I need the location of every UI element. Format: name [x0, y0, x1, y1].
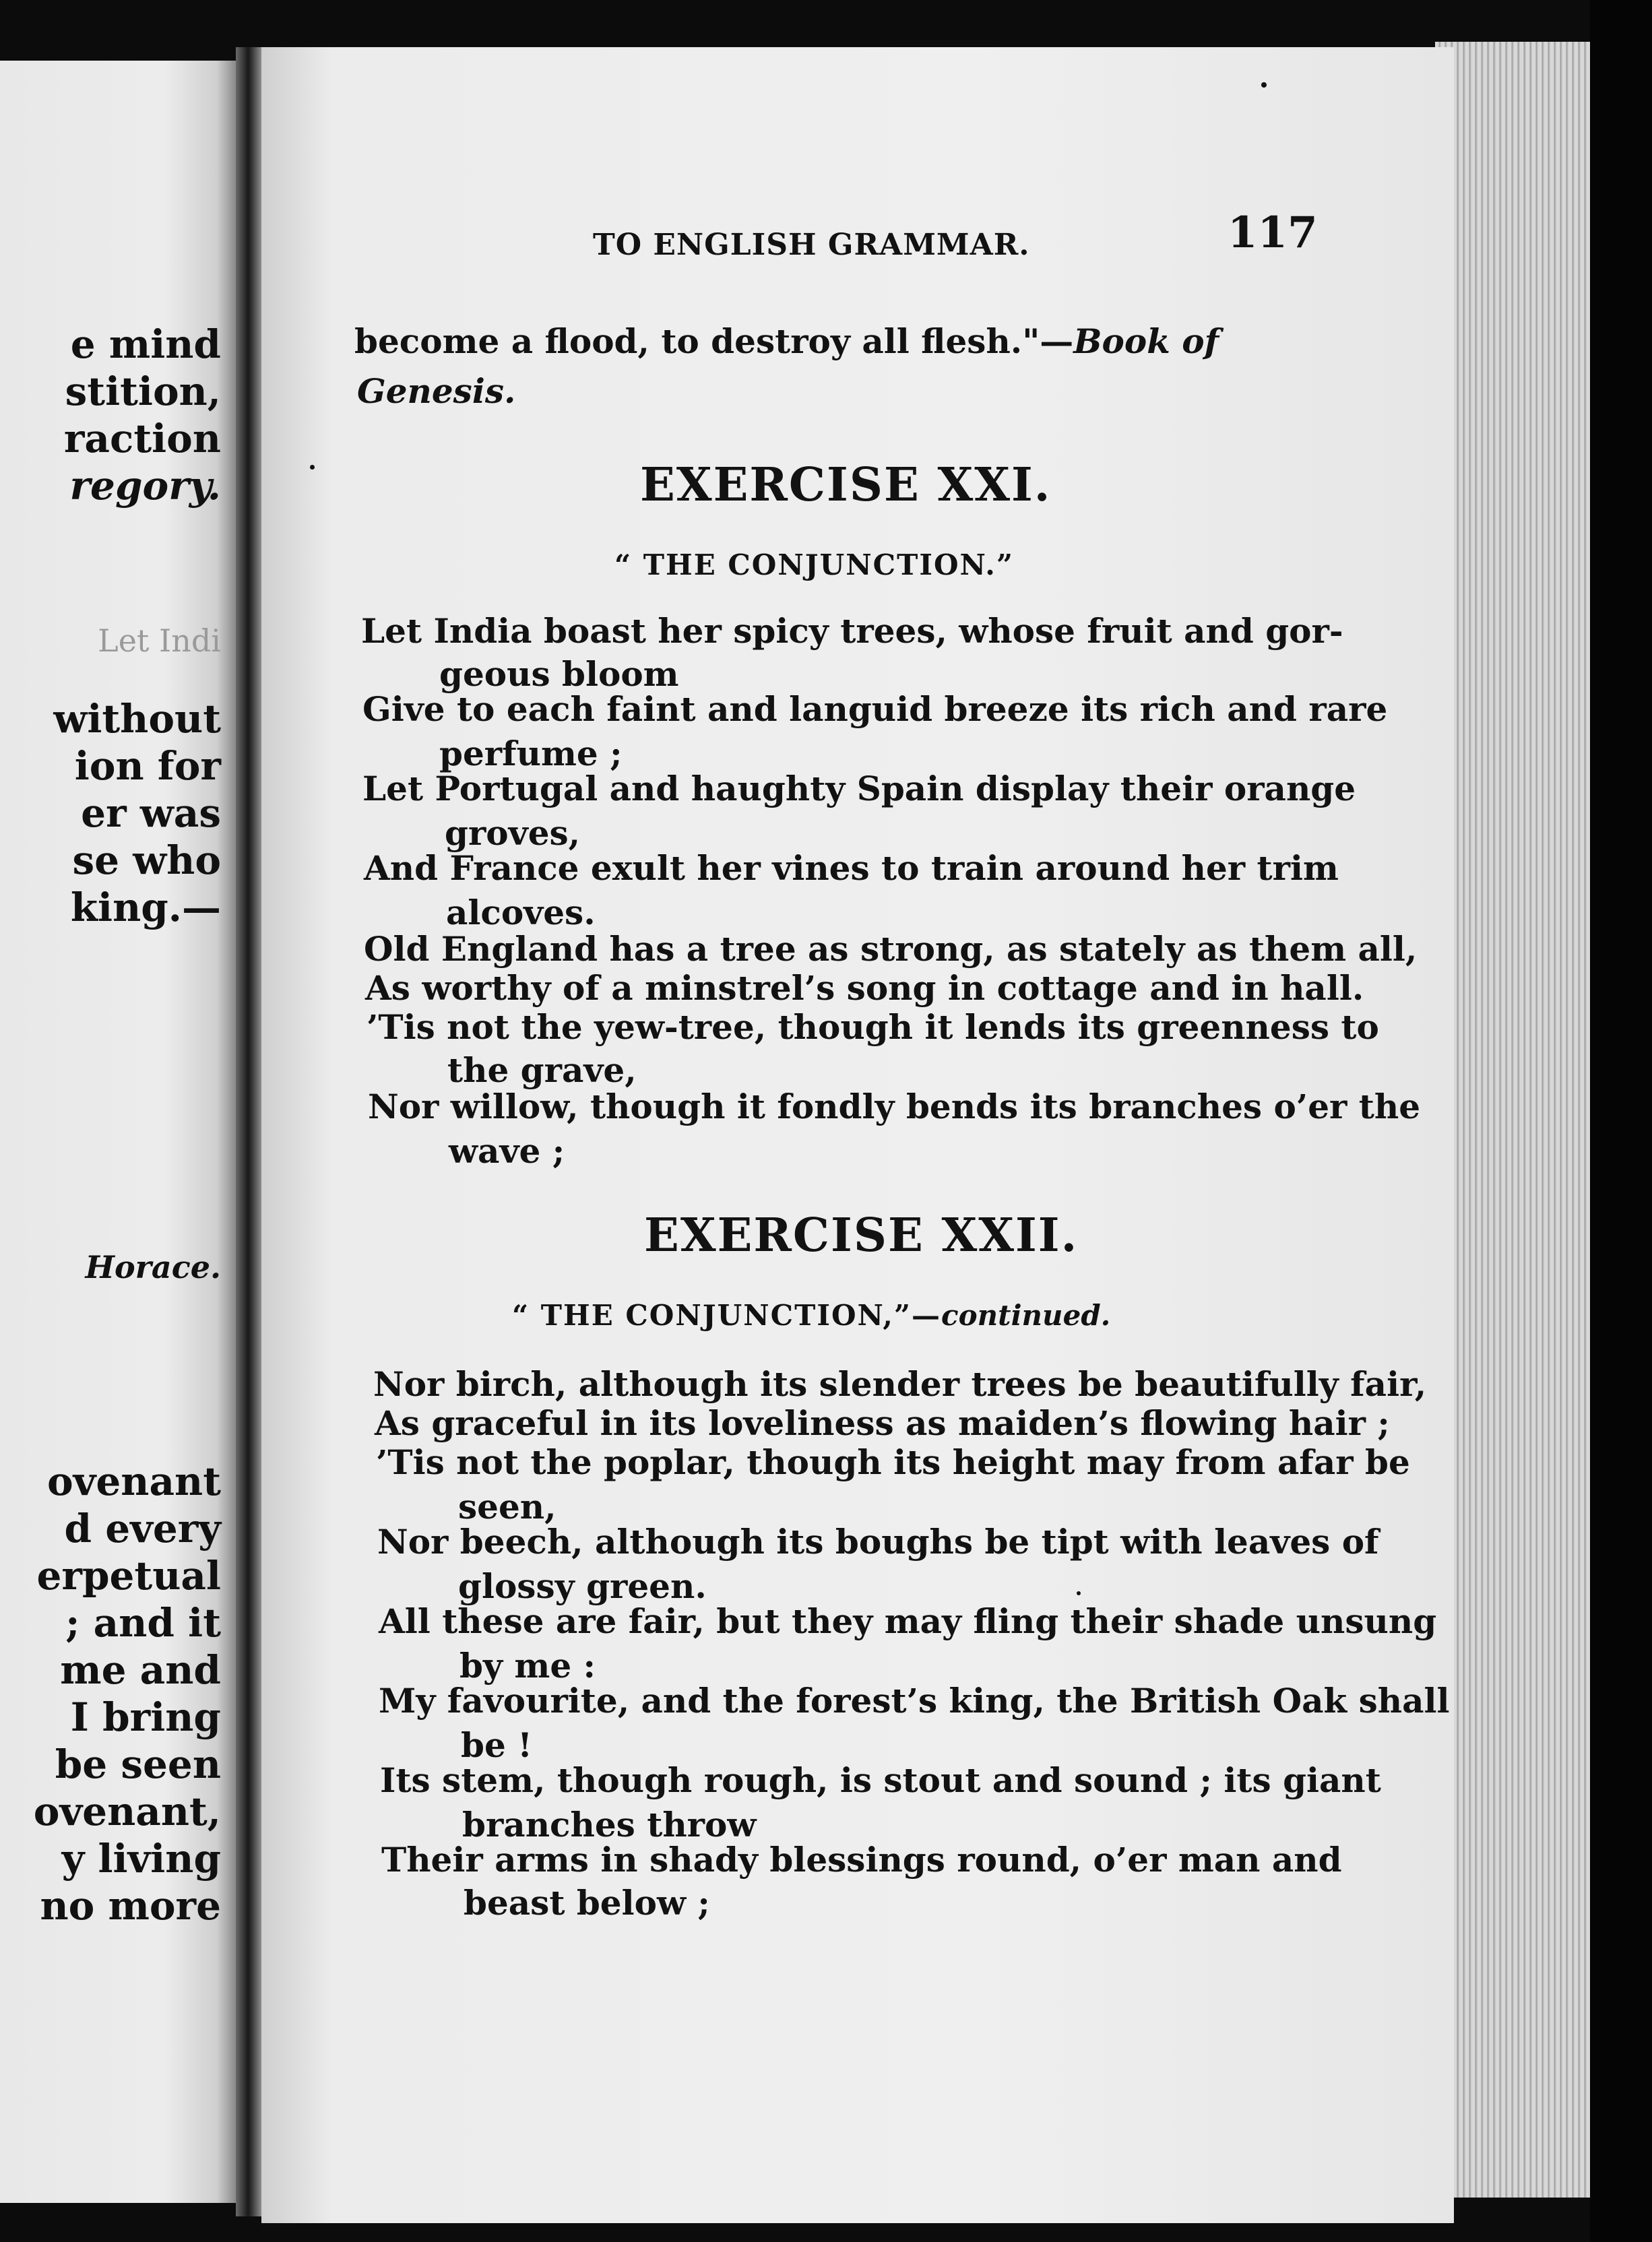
poem-line: perfume ; — [439, 734, 623, 773]
running-header: TO ENGLISH GRAMMAR. — [593, 228, 1030, 262]
left-fragment: no more — [40, 1883, 221, 1929]
poem-line: Nor beech, although its boughs be tipt with leaves of — [377, 1522, 1379, 1562]
left-fragment: stition, — [65, 369, 221, 414]
poem-line: Let Portugal and haughty Spain display their orange — [362, 769, 1356, 808]
scan-speck — [1261, 82, 1267, 88]
exercise-title: EXERCISE XXII. — [644, 1209, 1079, 1262]
poem-line: My favourite, and the forest’s king, the British Oak shall — [379, 1681, 1450, 1721]
page-edges — [1435, 42, 1594, 2198]
poem-line: beast below ; — [464, 1883, 710, 1923]
left-fragment: ; and it — [65, 1600, 221, 1646]
left-fragment: raction — [63, 416, 221, 461]
exercise-subtitle: “ THE CONJUNCTION.” — [614, 548, 1015, 581]
poem-line: Their arms in shady blessings round, o’er man and — [381, 1840, 1342, 1880]
page-number: 117 — [1228, 207, 1318, 258]
continuation-text: become a flood, to destroy all flesh."— — [354, 321, 1074, 361]
poem-line: be ! — [461, 1725, 533, 1765]
poem-line: the grave, — [447, 1050, 637, 1090]
poem-line: ’Tis not the poplar, though its height may from afar be — [376, 1442, 1410, 1482]
left-fragment: ion for — [74, 743, 221, 789]
subtitle-continued: continued. — [941, 1299, 1111, 1332]
poem-line: All these are fair, but they may fling their shade unsung — [379, 1601, 1437, 1641]
left-fragment: be seen — [55, 1741, 221, 1787]
poem-line: ’Tis not the yew-tree, though it lends its greenness to — [367, 1007, 1379, 1047]
scan-border — [1590, 0, 1652, 2242]
poem-line: wave ; — [449, 1131, 565, 1171]
subtitle-text: “ THE CONJUNCTION,”— — [512, 1299, 942, 1332]
source-citation: Genesis. — [357, 371, 516, 411]
poem-line: Its stem, though rough, is stout and sound ; its giant — [380, 1760, 1381, 1800]
poem-line: As worthy of a minstrel’s song in cottage and in hall. — [365, 968, 1364, 1008]
left-page — [0, 61, 236, 2203]
left-fragment: erpetual — [36, 1553, 221, 1599]
left-fragment: me and — [60, 1647, 221, 1693]
poem-line: alcoves. — [446, 893, 596, 932]
exercise-subtitle — [512, 1299, 1111, 1332]
left-fragment: er was — [81, 790, 221, 836]
scan-speck — [310, 465, 315, 470]
book-gutter — [236, 47, 263, 2216]
poem-line: Nor willow, though it fondly bends its branches o’er the — [368, 1087, 1421, 1126]
continuation-line — [354, 321, 1219, 361]
left-fragment: se who — [72, 837, 221, 883]
left-fragment: I bring — [70, 1694, 221, 1740]
poem-line: geous bloom — [439, 654, 679, 694]
poem-line: glossy green. — [458, 1566, 707, 1606]
poem-line: by me : — [459, 1646, 596, 1686]
poem-line: Give to each faint and languid breeze its rich and rare — [362, 689, 1388, 729]
exercise-title: EXERCISE XXI. — [640, 458, 1052, 512]
left-fragment: king.— — [70, 885, 221, 930]
poem-line: As graceful in its loveliness as maiden’s flowing hair ; — [375, 1403, 1390, 1443]
poem-line: groves, — [445, 813, 581, 853]
left-fragment: ovenant, — [33, 1789, 221, 1834]
poem-line: And France exult her vines to train around her trim — [364, 848, 1339, 888]
left-fragment: y living — [61, 1836, 221, 1882]
poem-line: branches throw — [462, 1805, 757, 1845]
poem-line: seen, — [458, 1487, 557, 1527]
left-fragment-showthrough: Let Indi — [98, 622, 221, 659]
source-citation: Book of — [1073, 321, 1219, 361]
left-fragment: without — [53, 696, 221, 742]
scan-speck — [1077, 1591, 1081, 1595]
poem-line: Old England has a tree as strong, as stately as them all, — [364, 929, 1418, 969]
left-fragment: d every — [64, 1506, 221, 1551]
poem-line: Nor birch, although its slender trees be beautifully fair, — [373, 1364, 1427, 1404]
left-fragment: ovenant — [47, 1459, 221, 1504]
poem-line: Let India boast her spicy trees, whose fruit and gor- — [361, 611, 1343, 651]
left-fragment: e mind — [70, 321, 221, 367]
left-fragment: regory. — [69, 463, 221, 509]
left-fragment: Horace. — [85, 1249, 221, 1285]
